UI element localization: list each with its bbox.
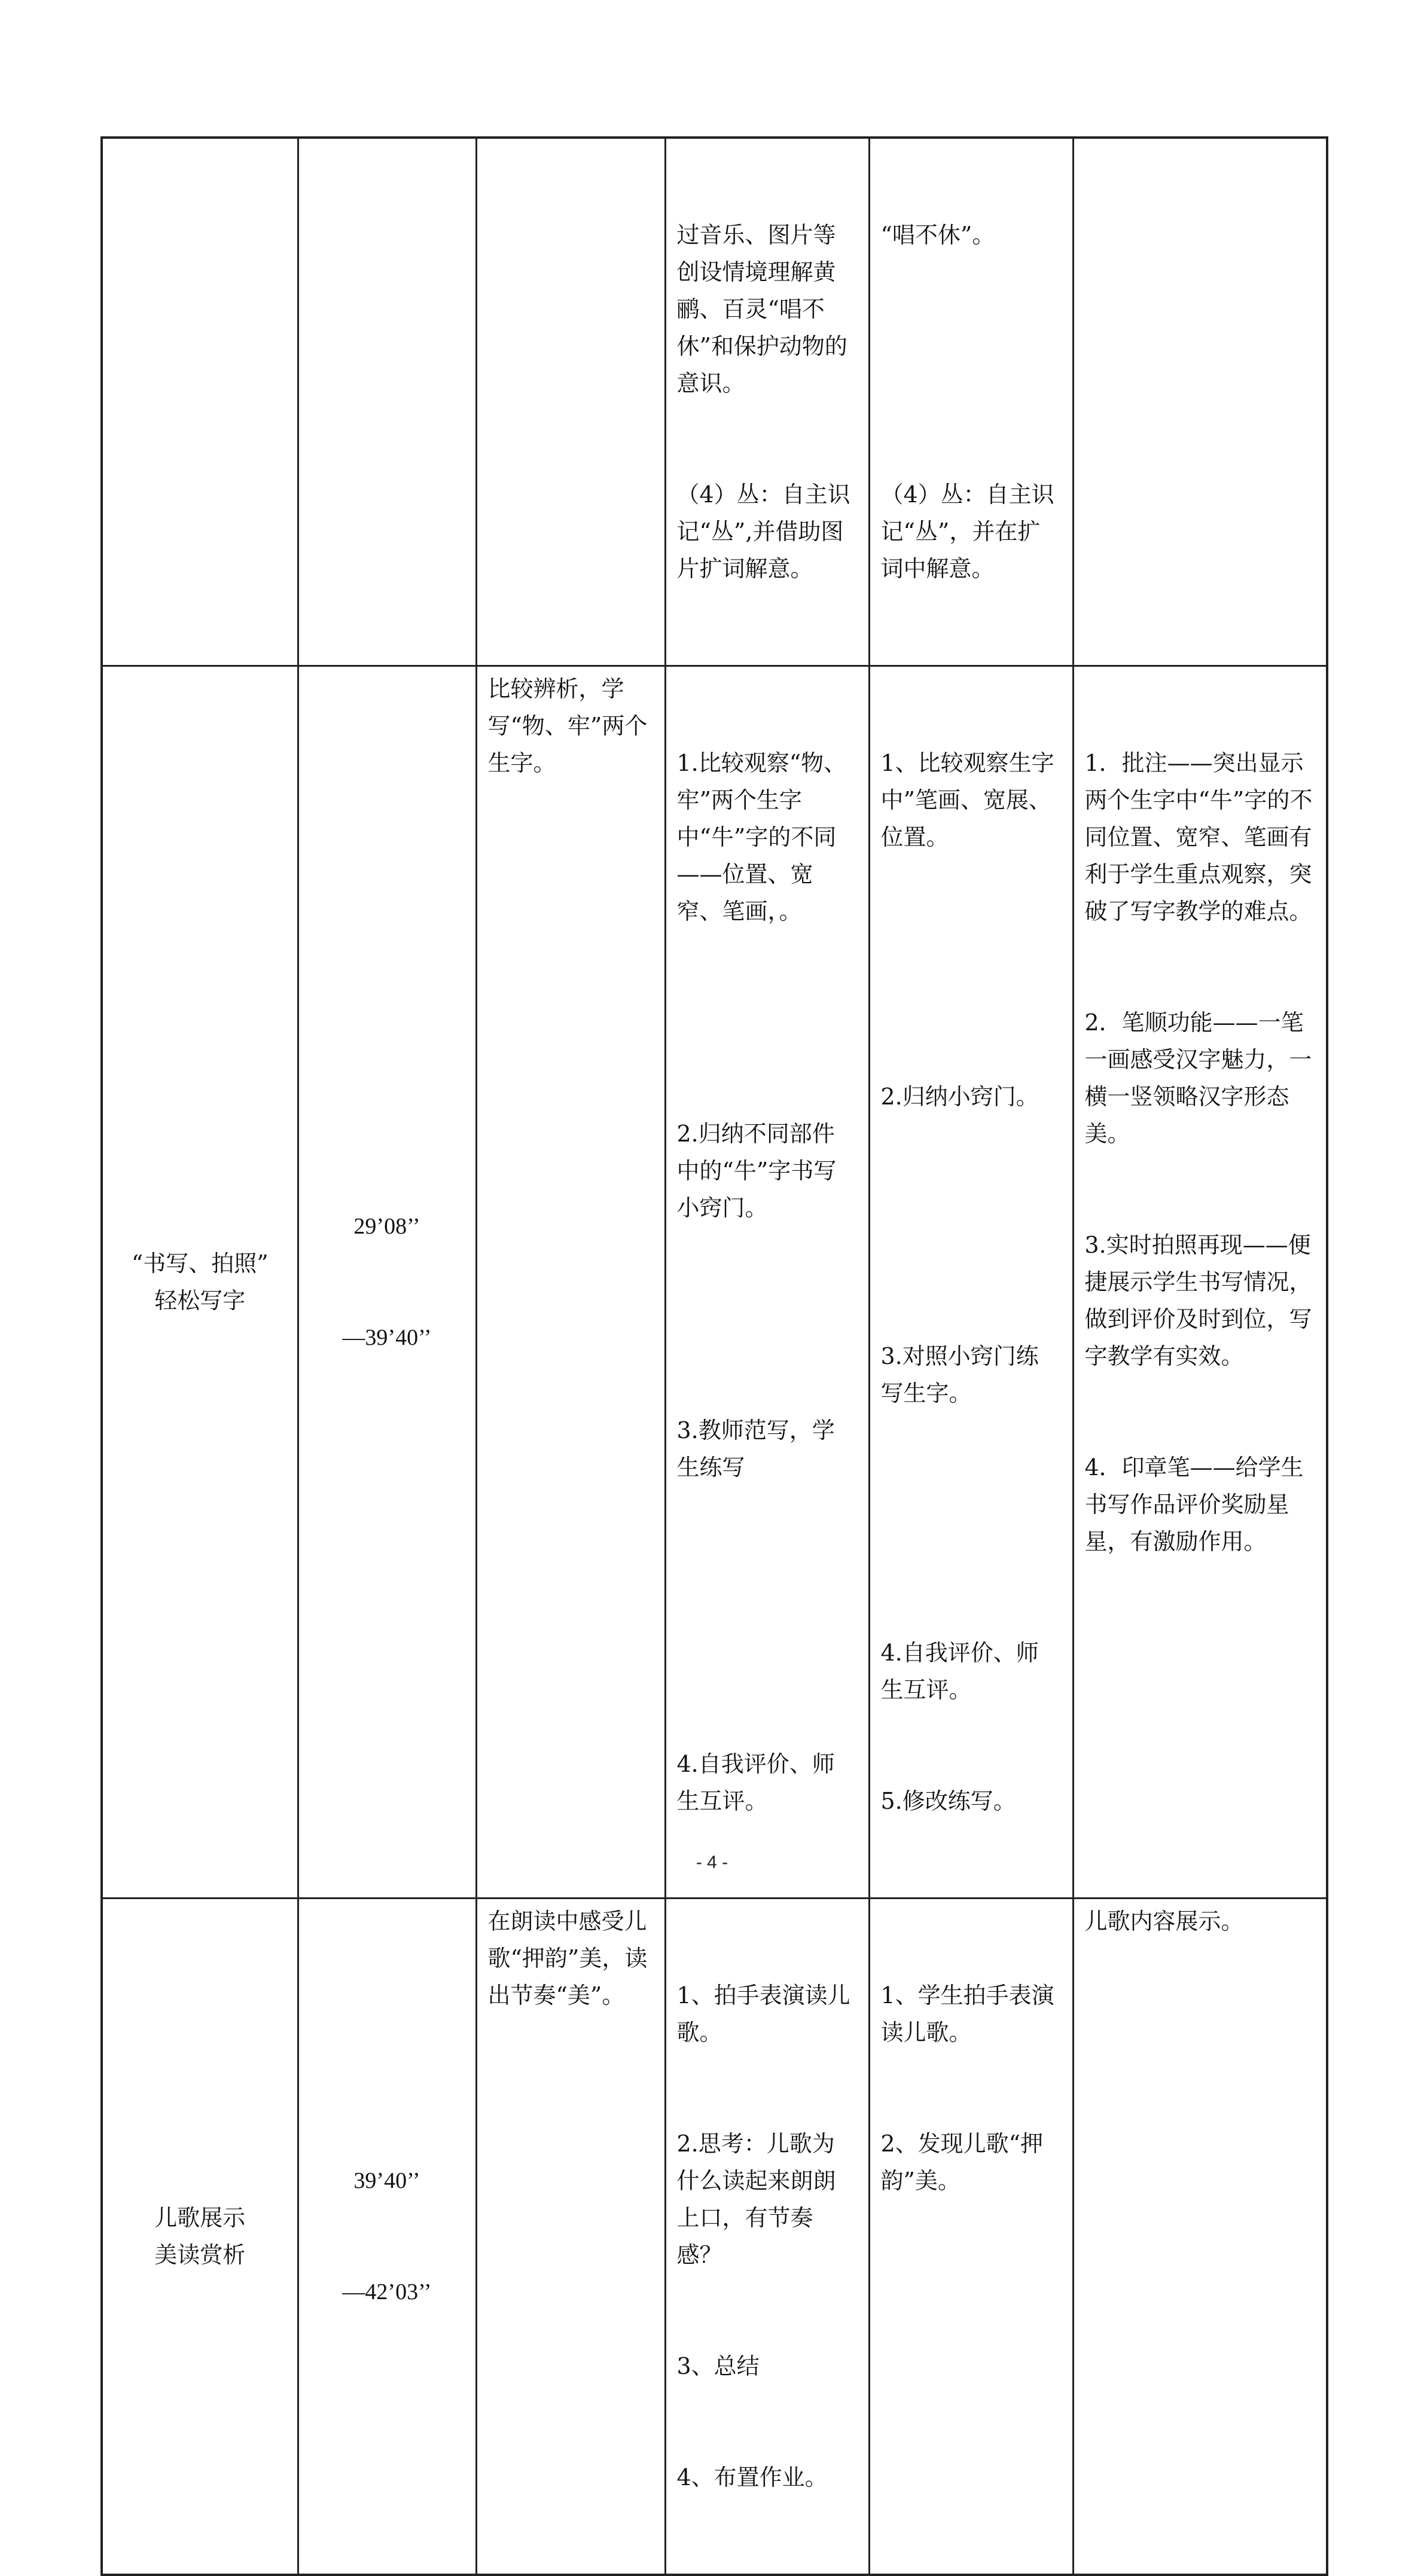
- lesson-plan-table: [100, 136, 1328, 2576]
- time-cell: [298, 666, 476, 1899]
- stage-cell: “书写、拍照” 轻松写字: [102, 666, 298, 1899]
- list-item: 4.自我评价、师生互评。: [676, 1751, 835, 1814]
- tech-function-cell: [1073, 666, 1327, 1899]
- time-cell: [298, 138, 476, 666]
- student-activity-cell: [869, 1899, 1073, 2575]
- teacher-activity-cell: [665, 666, 869, 1899]
- list-item: 2.归纳不同部件中的“牛”字书写小窍门。: [676, 1121, 837, 1221]
- list-item: 1.比较观察“物、牢”两个生字中“牛”字的不同——位置、宽窄、笔画，。: [676, 750, 847, 924]
- student-activity-cell: [869, 666, 1073, 1899]
- list-item: 3、总结: [676, 2353, 760, 2379]
- list-item: 3.实时拍照再现——便捷展示学生书写情况，做到评价及时到位，写字教学有实效。: [1084, 1232, 1312, 1369]
- list-item: 1．批注——突出显示两个生字中“牛”字的不同位置、宽窄、笔画有利于学生重点观察，突破了写字教学的难点。: [1084, 750, 1313, 924]
- time-end: —42’03’’: [342, 2279, 432, 2305]
- list-item: 2.思考：儿歌为什么读起来朗朗上口，有节奏感？: [676, 2131, 836, 2268]
- list-item: 2．笔顺功能——一笔一画感受汉字魅力，一横一竖领略汉字形态美。: [1084, 1009, 1312, 1147]
- table-row: [102, 1899, 1327, 2575]
- table-row: [102, 666, 1327, 1899]
- goal-cell: 比较辨析，学写“物、牢”两个生字。: [476, 666, 665, 1899]
- list-item: 2.归纳小窍门。: [880, 1083, 1039, 1110]
- goal-cell: [476, 138, 665, 666]
- text-block: （4）丛：自主识记“丛”,并借助图片扩词解意。: [676, 481, 850, 582]
- list-item: 4.自我评价、师生互评。: [880, 1640, 1039, 1703]
- time-end: —39’40’’: [342, 1325, 432, 1350]
- time-start: 39’40’’: [353, 2168, 420, 2193]
- teacher-activity-cell: [665, 138, 869, 666]
- time-cell: [298, 1899, 476, 2575]
- list-item: 3.教师范写，学生练写: [676, 1417, 835, 1481]
- tech-function-cell: [1073, 138, 1327, 666]
- list-item: 2、发现儿歌“押韵”美。: [880, 2131, 1044, 2194]
- list-item: 5.修改练写。: [880, 1788, 1016, 1814]
- stage-cell: [102, 138, 298, 666]
- page-number: - 4 -: [696, 1852, 728, 1872]
- text-block: （4）丛：自主识记“丛”，并在扩词中解意。: [880, 481, 1054, 582]
- student-activity-cell: [869, 138, 1073, 666]
- text-block: “唱不休”。: [880, 222, 995, 248]
- table-row: [102, 138, 1327, 666]
- list-item: 3.对照小窍门练写生字。: [880, 1343, 1039, 1406]
- time-start: 29’08’’: [353, 1214, 420, 1239]
- goal-cell: 在朗读中感受儿歌“押韵”美，读出节奏“美”。: [476, 1899, 665, 2575]
- list-item: 1、拍手表演读儿歌。: [676, 1982, 850, 2046]
- teacher-activity-cell: [665, 1899, 869, 2575]
- list-item: 1、比较观察生字中”笔画、宽展、位置。: [880, 750, 1054, 850]
- list-item: 4．印章笔——给学生书写作品评价奖励星星，有激励作用。: [1084, 1454, 1304, 1555]
- tech-function-cell: 儿歌内容展示。: [1073, 1899, 1327, 2575]
- stage-cell: 儿歌展示 美读赏析: [102, 1899, 298, 2575]
- list-item: 1、学生拍手表演读儿歌。: [880, 1982, 1054, 2046]
- list-item: 4、布置作业。: [676, 2464, 828, 2490]
- text-block: 过音乐、图片等创设情境理解黄鹂、百灵“唱不休”和保护动物的意识。: [676, 222, 847, 396]
